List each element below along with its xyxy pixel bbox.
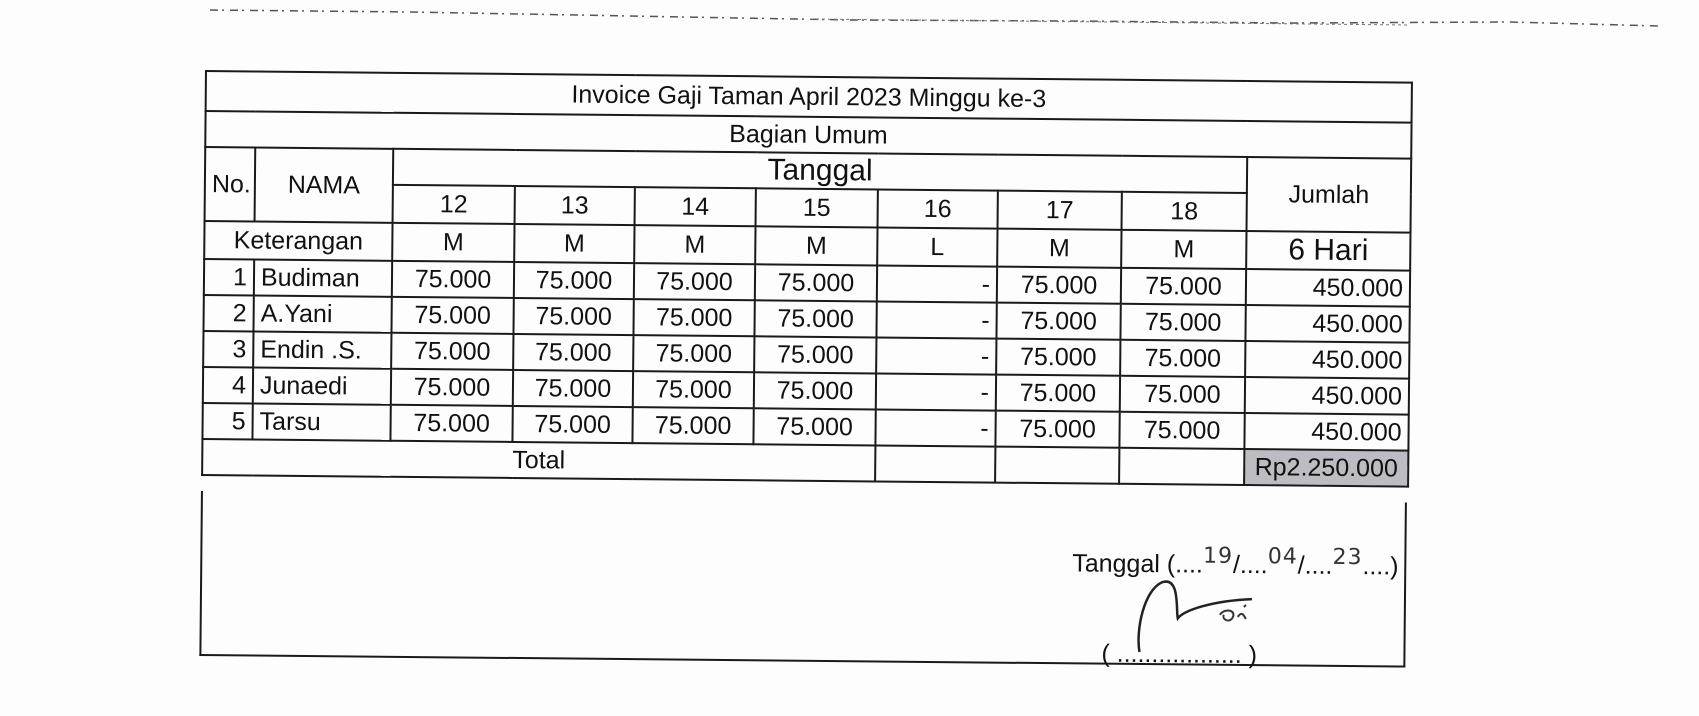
handwritten-day: 19: [1202, 543, 1234, 569]
daily-wage-cell: 75.000: [392, 261, 514, 298]
daily-wage-cell: 75.000: [633, 371, 754, 408]
invoice-document: [199, 70, 1411, 670]
daily-wage-cell: 75.000: [633, 335, 754, 372]
daily-wage-cell: 75.000: [753, 408, 875, 445]
scan-edge-decoration: [210, 6, 1660, 32]
total-value: Rp2.250.000: [1244, 449, 1408, 487]
daily-wage-cell: 75.000: [1119, 412, 1244, 449]
handwritten-year: 23: [1332, 544, 1363, 571]
total-empty-cell: [875, 445, 995, 482]
row-number: 5: [202, 403, 252, 439]
date-cell: 14: [635, 187, 756, 226]
employee-name: Budiman: [254, 259, 392, 296]
status-cell: M: [392, 223, 514, 262]
header-no: No.: [205, 147, 256, 221]
daily-wage-cell: 75.000: [996, 339, 1120, 376]
header-nama: NAMA: [255, 147, 394, 222]
daily-wage-cell: 75.000: [391, 369, 513, 406]
date-cell: 17: [998, 191, 1122, 230]
employee-rows: [202, 259, 1410, 451]
daily-wage-cell: -: [875, 409, 995, 446]
daily-wage-cell: 75.000: [513, 370, 633, 407]
signature-name-line: ( .................. ): [1101, 639, 1258, 670]
daily-wage-cell: 75.000: [513, 334, 633, 371]
row-total: 450.000: [1245, 305, 1409, 343]
signature-date-line: Tanggal (....19/....04/....23....): [1072, 543, 1399, 581]
daily-wage-cell: 75.000: [390, 405, 512, 442]
header-keterangan: Keterangan: [204, 221, 392, 261]
daily-wage-cell: 75.000: [632, 407, 753, 444]
header-tanggal: Tanggal: [393, 149, 1247, 193]
total-empty-cell: [995, 447, 1119, 484]
daily-wage-cell: 75.000: [633, 299, 754, 336]
invoice-title: Invoice Gaji Taman April 2023 Minggu ke-3: [206, 71, 1412, 123]
date-cell: 18: [1122, 192, 1247, 231]
daily-wage-cell: 75.000: [754, 300, 876, 337]
date-cell: 13: [515, 186, 635, 225]
date-cell: 12: [393, 185, 515, 224]
daily-wage-cell: -: [876, 373, 996, 410]
row-number: 1: [204, 259, 254, 295]
row-total: 450.000: [1244, 413, 1408, 451]
signature-date-label: Tanggal (: [1072, 549, 1176, 579]
daily-wage-cell: 75.000: [754, 372, 876, 409]
daily-wage-cell: 75.000: [996, 303, 1120, 340]
daily-wage-cell: 75.000: [391, 333, 513, 370]
daily-wage-cell: -: [877, 265, 997, 302]
status-cell: M: [634, 225, 755, 264]
daily-wage-cell: 75.000: [634, 263, 755, 300]
status-cell: M: [755, 226, 877, 265]
date-cell: 16: [878, 189, 998, 228]
handwritten-month: 04: [1267, 544, 1298, 570]
daily-wage-cell: 75.000: [754, 336, 876, 373]
daily-wage-cell: 75.000: [512, 406, 632, 443]
daily-wage-cell: 75.000: [1121, 268, 1246, 305]
employee-name: Endin .S.: [253, 331, 391, 368]
row-number: 4: [203, 367, 253, 403]
status-cell: M: [514, 224, 634, 263]
signature-box: [199, 491, 1407, 668]
daily-wage-cell: 75.000: [755, 264, 877, 301]
total-empty-cell: [1119, 448, 1244, 485]
employee-name: A.Yani: [253, 295, 391, 332]
daily-wage-cell: 75.000: [997, 267, 1121, 304]
employee-name: Junaedi: [253, 367, 391, 404]
row-total: 450.000: [1246, 269, 1410, 307]
row-total: 450.000: [1245, 377, 1409, 415]
row-number: 3: [203, 331, 253, 367]
employee-name: Tarsu: [252, 403, 390, 440]
date-cell: 15: [756, 188, 878, 227]
daily-wage-cell: 75.000: [1120, 376, 1245, 413]
daily-wage-cell: -: [876, 301, 996, 338]
days-count: 6 Hari: [1246, 231, 1410, 271]
status-cell: M: [997, 229, 1121, 268]
daily-wage-cell: 75.000: [391, 297, 513, 334]
status-cell: L: [877, 227, 997, 266]
status-cell: M: [1121, 230, 1246, 269]
daily-wage-cell: 75.000: [995, 411, 1119, 448]
daily-wage-cell: -: [876, 337, 996, 374]
daily-wage-cell: 75.000: [996, 375, 1120, 412]
daily-wage-cell: 75.000: [1120, 304, 1245, 341]
invoice-table: [201, 70, 1413, 488]
department-label: Bagian Umum: [205, 111, 1411, 159]
daily-wage-cell: 75.000: [513, 298, 633, 335]
total-label: Total: [202, 439, 875, 481]
header-jumlah: Jumlah: [1247, 157, 1412, 233]
daily-wage-cell: 75.000: [514, 262, 634, 299]
row-number: 2: [203, 295, 253, 331]
row-total: 450.000: [1245, 341, 1409, 379]
daily-wage-cell: 75.000: [1120, 340, 1245, 377]
